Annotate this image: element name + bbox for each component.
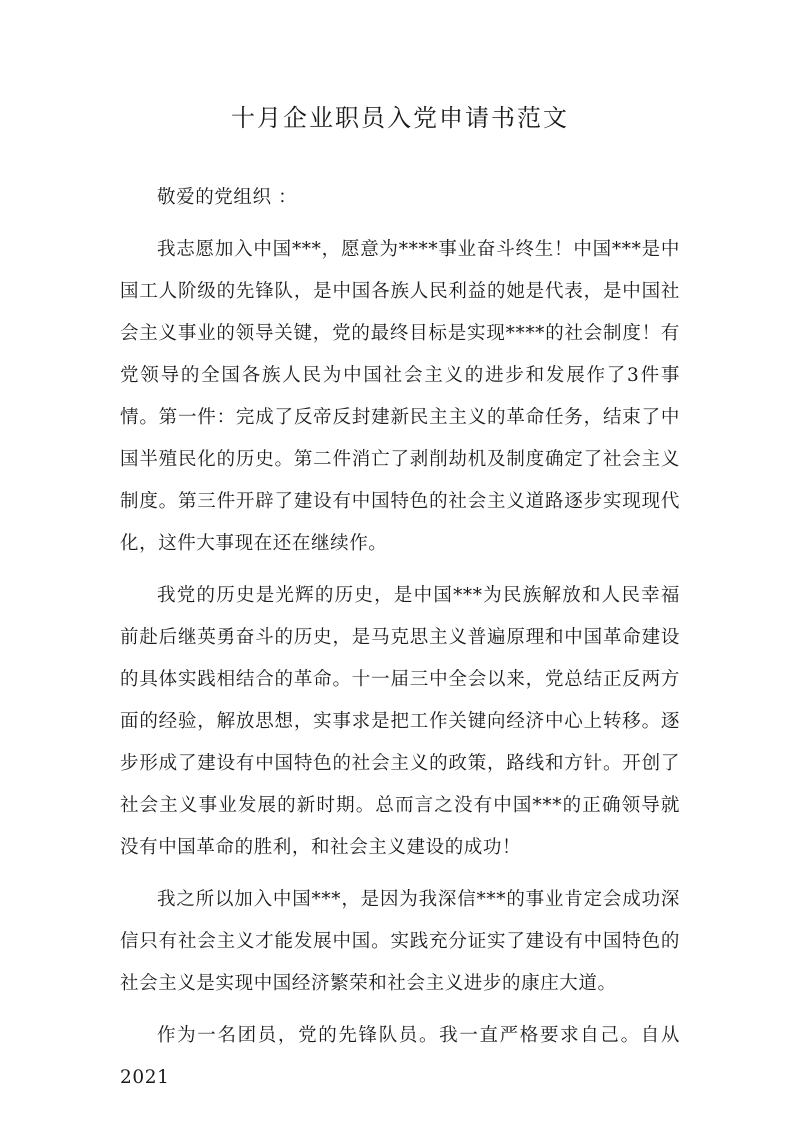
paragraph-3: 我之所以加入中国***，是因为我深信***的事业肯定会成功深信只有社会主义才能发展中国。实践充分证实了建设有中国特色的社会主义是实现中国经济繁荣和社会主义进步的康庄大道。 <box>120 889 680 994</box>
paragraph-1: 我志愿加入中国***，愿意为****事业奋斗终生！中国***是中国工人阶级的先锋队，是中国各族人民利益的她是代表，是中国社会主义事业的领导关键，党的最终目标是实现****的社会制度！有党领导的全国各族人民为中国社会主义的进步和发展作了3件事情。第一件：完成了反帝反封建新民主主义的革命任务，结束了中国半殖民化的历史。第二件消亡了剥削劫机及制度确定了社会主义制度。第三件开辟了建设有中国特色的社会主义道路逐步实现现代化，这件大事现在还在继续作。 <box>120 239 680 554</box>
salutation: 敬爱的党组织 ： <box>157 187 298 208</box>
paragraph-4: 作为一名团员，党的先锋队员。我一直严格要求自己。自从2021 <box>120 1025 680 1088</box>
paragraph-2: 我党的历史是光辉的历史，是中国***为民族解放和人民幸福前赴后继英勇奋斗的历史，是马克思主义普遍原理和中国革命建设的具体实践相结合的革命。十一届三中全会以来，党总结正反两方面的经验，解放思想，实事求是把工作关键向经济中心上转移。逐步形成了建设有中国特色的社会主义的政策，路线和方针。开创了社会主义事业发展的新时期。总而言之没有中国***的正确领导就没有中国革命的胜利，和社会主义建设的成功！ <box>120 585 680 858</box>
document-title: 十月企业职员入党申请书范文 <box>231 104 569 132</box>
document-body <box>120 177 680 1109</box>
